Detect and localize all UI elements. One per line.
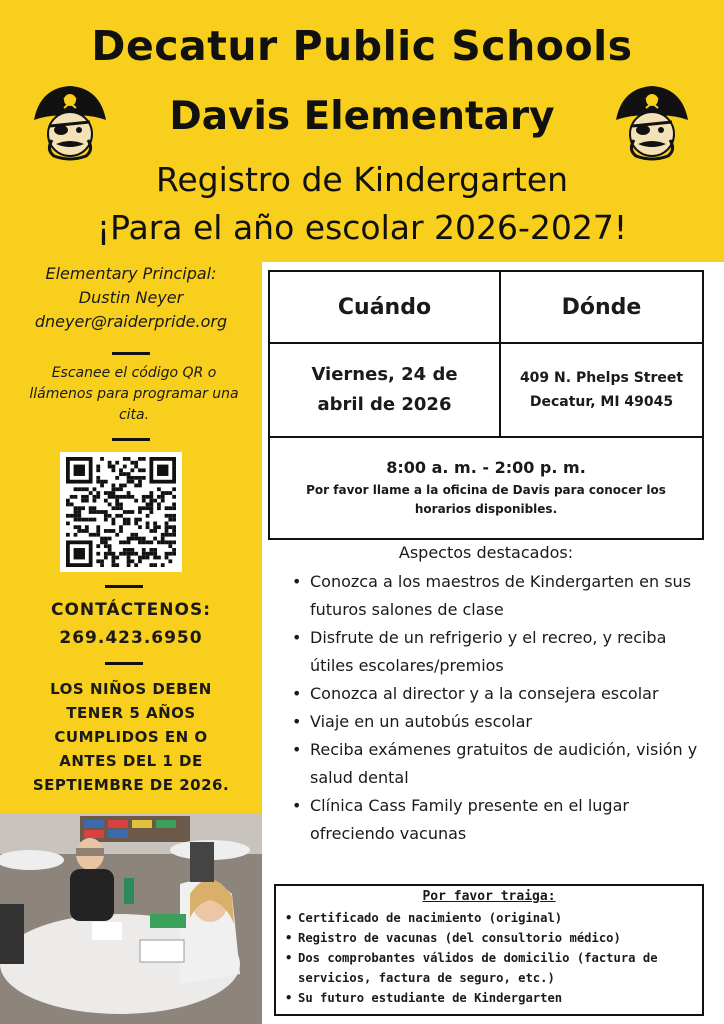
event-time: 8:00 a. m. - 2:00 p. m.	[386, 457, 586, 477]
divider	[112, 352, 150, 355]
district-title: Decatur Public Schools	[91, 22, 633, 70]
bring-list	[284, 908, 702, 1008]
event-date	[270, 344, 499, 436]
event-date-line: Viernes, 24 de	[311, 364, 458, 385]
age-note-line: TENER 5 AÑOS	[66, 704, 196, 722]
highlights-title: Aspectos destacados:	[398, 543, 574, 562]
age-note-line: ANTES DEL 1 DE	[59, 752, 203, 770]
school-title: Davis Elementary	[169, 94, 555, 139]
age-note-line: CUMPLIDOS EN O	[54, 728, 208, 746]
list-item: • Disfrute de un refrigerio y el recreo, y reciba útiles escolares/premios	[290, 624, 710, 680]
principal-title: Elementary Principal:	[45, 264, 217, 283]
age-note-line: SEPTIEMBRE DE 2026.	[32, 776, 230, 794]
info-sidebar	[0, 262, 262, 814]
age-note-line: LOS NIÑOS DEBEN	[50, 680, 212, 698]
event-address	[501, 344, 702, 436]
divider	[105, 662, 143, 665]
address-line: 409 N. Phelps Street	[519, 370, 684, 386]
where-header: Dónde	[561, 294, 642, 320]
divider	[105, 585, 143, 588]
event-time-cell	[270, 438, 702, 538]
scan-instructions: Escanee el código QR o llámenos para programar una cita.	[29, 365, 239, 423]
highlights-list	[290, 568, 710, 848]
contact-phone[interactable]: 269.423.6950	[59, 628, 203, 648]
qr-code[interactable]	[60, 452, 182, 572]
list-item: • Viaje en un autobús escolar	[290, 708, 710, 736]
school-year-title: ¡Para el año escolar 2026-2027!	[96, 208, 628, 247]
schedule-table	[268, 270, 704, 540]
bring-checklist	[274, 884, 704, 1016]
list-item: • Clínica Cass Family presente en el lugar ofreciendo vacunas	[290, 792, 710, 848]
list-item: • Conozca al director y a la consejera escolar	[290, 680, 710, 708]
address-line: Decatur, MI 49045	[529, 394, 674, 410]
classroom-photo	[0, 814, 262, 1024]
principal-email[interactable]: dneyer@raiderpride.org	[34, 312, 228, 331]
event-time-note: Por favor llame a la oficina de Davis para conocer los horarios disponibles.	[306, 482, 666, 516]
list-item: • Su futuro estudiante de Kindergarten	[284, 988, 702, 1008]
principal-name: Dustin Neyer	[78, 288, 184, 307]
list-item: • Dos comprobantes válidos de domicilio (factura de servicios, factura de seguro, etc.)	[284, 948, 702, 988]
age-requirement-note	[0, 677, 262, 797]
list-item: • Conozca a los maestros de Kindergarten en sus futuros salones de clase	[290, 568, 710, 624]
classroom-photo-illustration	[0, 814, 262, 1024]
qr-code-icon	[65, 457, 177, 567]
pirate-mascot-icon	[30, 80, 110, 162]
list-item: • Certificado de nacimiento (original)	[284, 908, 702, 928]
when-header: Cuándo	[337, 294, 432, 320]
contact-label: CONTÁCTENOS:	[51, 600, 211, 620]
pirate-mascot-icon	[612, 80, 692, 162]
event-title: Registro de Kindergarten	[155, 160, 569, 199]
divider	[112, 438, 150, 441]
list-item: • Registro de vacunas (del consultorio médico)	[284, 928, 702, 948]
principal-info	[0, 262, 262, 334]
list-item: • Reciba exámenes gratuitos de audición, visión y salud dental	[290, 736, 710, 792]
bring-title: Por favor traiga:	[422, 889, 556, 904]
event-date-line: abril de 2026	[317, 394, 452, 415]
header-banner	[0, 0, 724, 262]
